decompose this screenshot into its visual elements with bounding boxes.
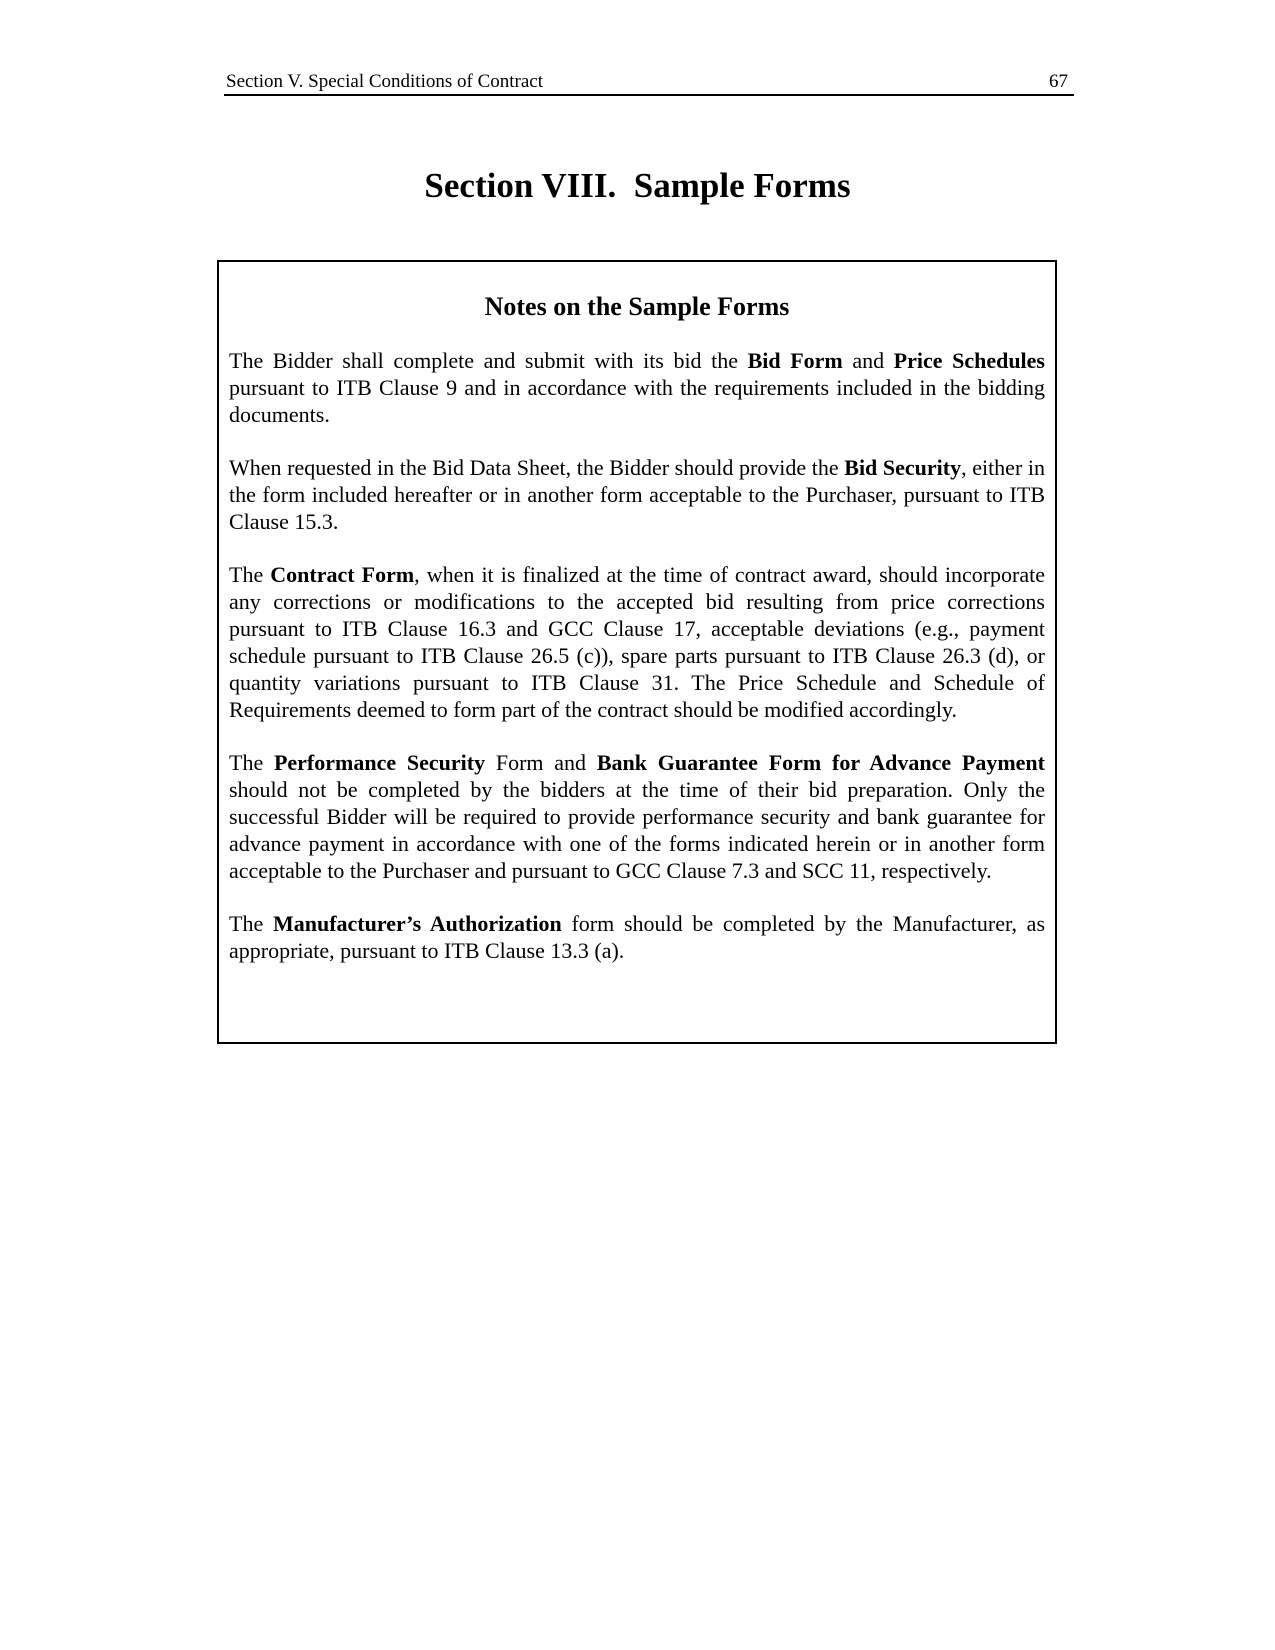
page-header [224,68,1074,96]
text-run: When requested in the Bid Data Sheet, the Bidder should provide the [229,455,845,480]
notes-box [217,260,1057,1044]
text-run: and [842,348,894,373]
notes-paragraph-performance-security [229,749,1045,884]
bold-term-bid-security: Bid Security [844,455,962,480]
text-run: pursuant to ITB Clause 9 and in accordance with the requirements included in the bidding documents. [229,375,1045,427]
notes-title: Notes on the Sample Forms [484,292,790,321]
text-run: form should be completed by the Manufacturer, as appropriate, pursuant to ITB Clause 13.3 (a). [229,911,1046,963]
bold-term-performance-security: Performance Security [273,750,486,775]
page-number: 67 [1049,71,1068,92]
text-run: The Bidder shall complete and submit with its bid the [229,348,748,373]
text-run: , either in the form included hereafter or in another form acceptable to the Purchaser, pursuant to ITB Clause 15.3. [229,455,1045,534]
running-header-title: Section V. Special Conditions of Contract [226,71,543,92]
section-title: Section VIII. Sample Forms [424,166,851,205]
bold-term-manufacturers-authorization: Manufacturer’s Authorization [272,911,562,936]
bold-term-bank-guarantee-form: Bank Guarantee Form for Advance Payment [596,750,1045,775]
text-run: The [229,750,274,775]
text-run: The [229,911,273,936]
notes-paragraph-bid-security [229,454,1045,535]
notes-paragraph-manufacturers-authorization [229,910,1045,964]
text-run: Form and [485,750,597,775]
bold-term-price-schedules: Price Schedules [893,348,1045,373]
notes-body [229,347,1045,990]
notes-paragraph-bid-form [229,347,1045,428]
text-run: , when it is finalized at the time of contract award, should incorporate any corrections or modifications to the accepted bid resulting from price corrections pursuant to ITB Clause 16.3 and GCC Clause 17, acceptable deviations (e.g., payment schedule pursuant to ITB Clause 26.5 (c)), spare parts pursuant to ITB Clause 26.3 (d), or quantity variations pursuant to ITB Clause 31. The Price Schedule and Schedule of Requirements deemed to form part of the contract should be modified accordingly. [229,562,1046,722]
bold-term-bid-form: Bid Form [747,348,843,373]
text-run: should not be completed by the bidders at the time of their bid preparation. Only the successful Bidder will be required to provide performance security and bank guarantee for advance payment in accordance with one of the forms indicated herein or in another form acceptable to the Purchaser and pursuant to GCC Clause 7.3 and SCC 11, respectively. [229,777,1045,883]
text-run: The [229,562,271,587]
bold-term-contract-form: Contract Form [270,562,415,587]
notes-paragraph-contract-form [229,561,1045,723]
